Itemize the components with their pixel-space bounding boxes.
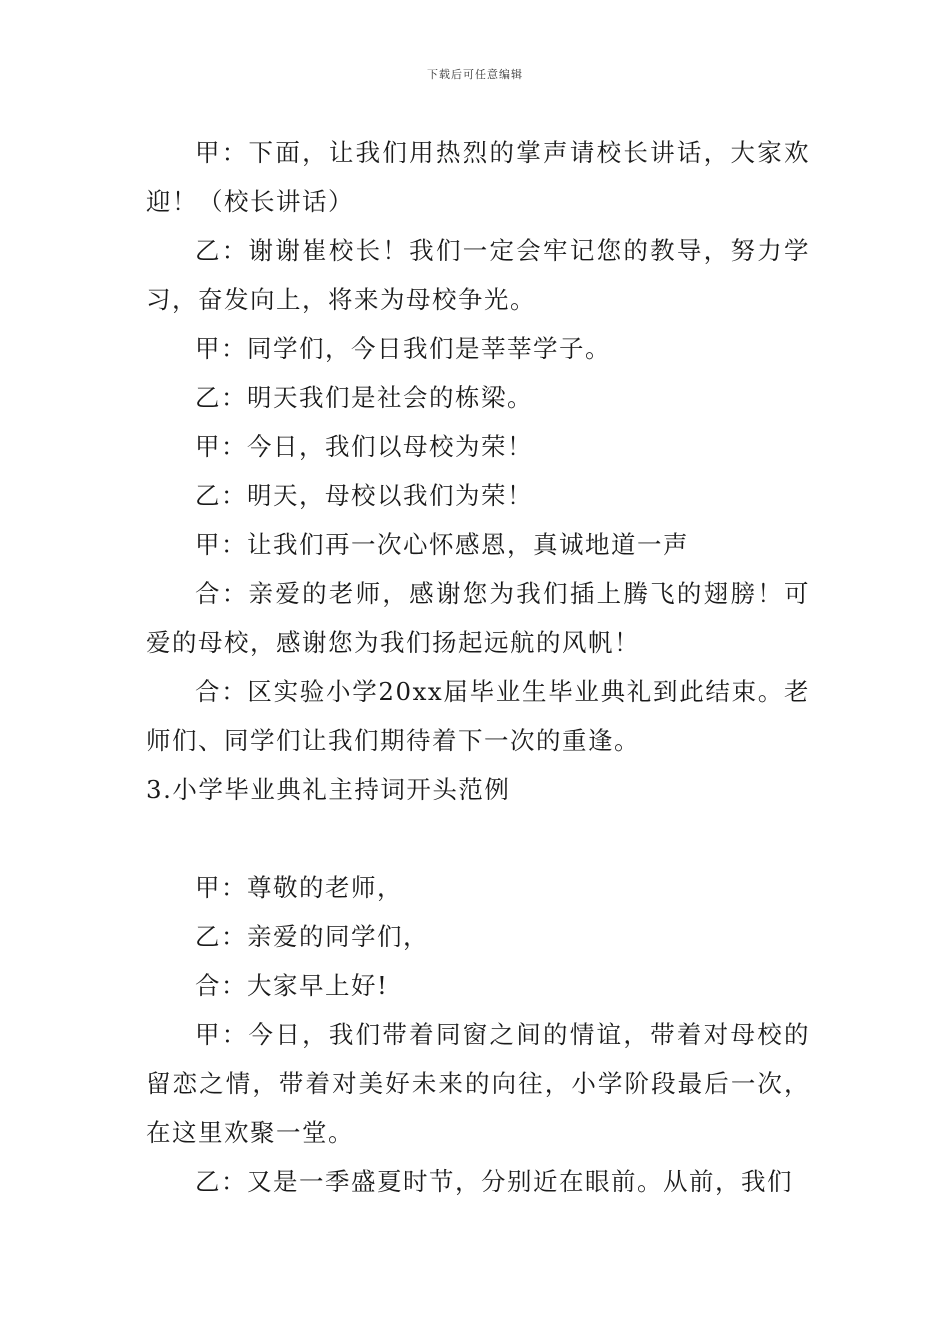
- paragraph: 甲：今日，我们以母校为荣！: [195, 432, 533, 461]
- paragraph: 乙：明天，母校以我们为荣！: [195, 481, 533, 510]
- blank-line: [146, 814, 810, 863]
- paragraph: 合：大家早上好!: [195, 971, 389, 1000]
- paragraph: 甲：尊敬的老师，: [195, 873, 403, 902]
- paragraph: 甲：今日，我们带着同窗之间的情谊，带着对母校的留恋之情，带着对美好未来的向往，小学阶段最后一次，在这里欢聚一堂。: [146, 1020, 810, 1147]
- paragraph: 合：亲爱的老师，感谢您为我们插上腾飞的翅膀！可爱的母校，感谢您为我们扬起远航的风帆！: [146, 579, 810, 657]
- document-body: [146, 128, 810, 1206]
- paragraph: 乙：亲爱的同学们，: [195, 922, 429, 951]
- paragraph: 甲：下面，让我们用热烈的掌声请校长讲话，大家欢迎！（校长讲话）: [146, 138, 810, 216]
- paragraph: 乙：又是一季盛夏时节，分别近在眼前。从前，我们: [195, 1167, 793, 1196]
- paragraph: 合：区实验小学20xx届毕业生毕业典礼到此结束。老师们、同学们让我们期待着下一次的重逢。: [146, 677, 810, 755]
- page-header-note: 下载后可任意编辑: [427, 68, 523, 81]
- paragraph: 甲：同学们，今日我们是莘莘学子。: [195, 334, 611, 363]
- paragraph: 乙：谢谢崔校长！我们一定会牢记您的教导，努力学习，奋发向上，将来为母校争光。: [146, 236, 810, 314]
- section-heading: 3.小学毕业典礼主持词开头范例: [146, 775, 511, 804]
- paragraph: 乙：明天我们是社会的栋梁。: [195, 383, 533, 412]
- paragraph: 甲：让我们再一次心怀感恩，真诚地道一声: [195, 530, 689, 559]
